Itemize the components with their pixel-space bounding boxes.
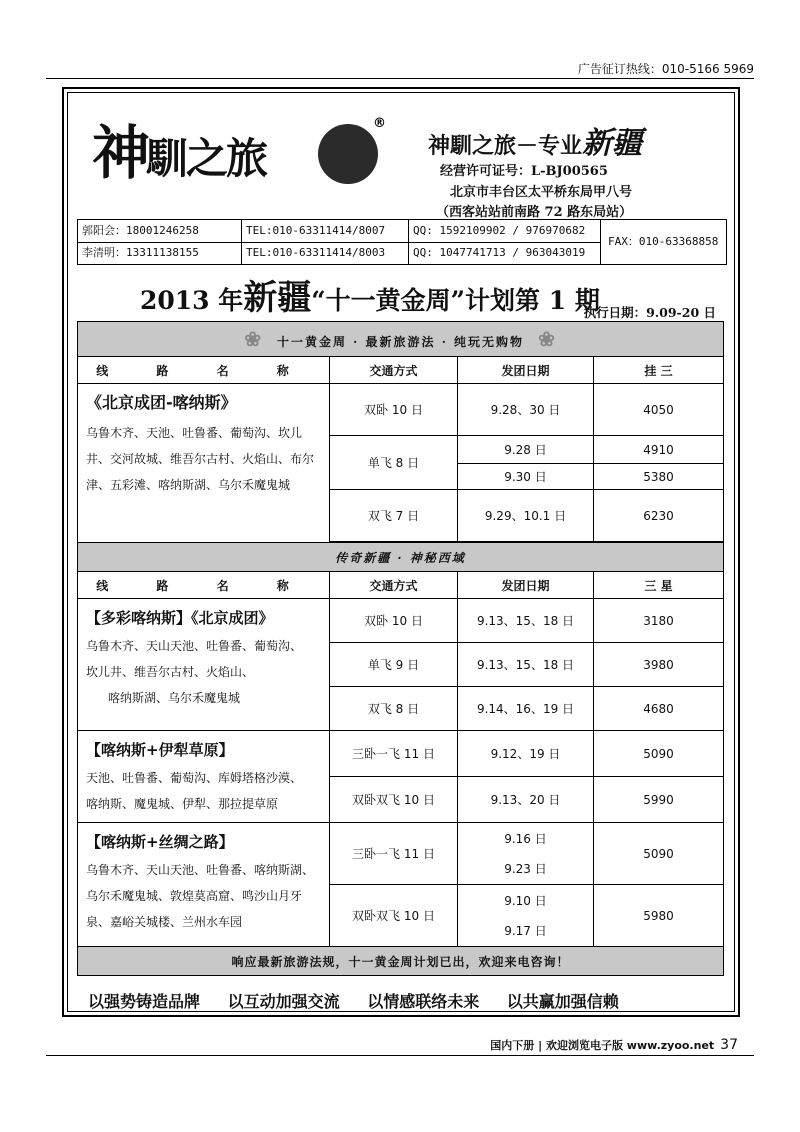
- route-description: 乌鲁木齐、天池、吐鲁番、葡萄沟、坎儿井、交河故城、维吾尔古村、火焰山、布尔津、五彩滩、喀纳斯湖、乌尔禾魔鬼城: [86, 426, 315, 492]
- headline-title: “十一黄金周”计划第 1 期: [311, 286, 600, 315]
- section1-band: [78, 322, 724, 357]
- contact-table: [77, 219, 727, 265]
- route-title: 【多彩喀纳斯】《北京成团》: [86, 609, 274, 627]
- transport-cell: 双卧双飞 10 日: [330, 885, 458, 947]
- headline: [140, 270, 600, 319]
- address-line-2: （西客站站前南路 72 路东局站）: [436, 205, 633, 220]
- transport-cell: 双飞 8 日: [330, 687, 458, 731]
- transport-cell: 双卧 10 日: [330, 599, 458, 643]
- col-header-price: 三 星: [594, 572, 724, 599]
- price-cell: 5380: [594, 464, 724, 490]
- col-header-price: 挂 三: [594, 357, 724, 384]
- headline-xinjiang: 新疆: [243, 278, 312, 318]
- price-cell: 5980: [594, 885, 724, 947]
- col-header-route: 线 路 名 称: [78, 572, 330, 599]
- logo-calligraphy: [92, 120, 266, 192]
- contact-qq-1: QQ: 1592109902 / 976970682: [413, 224, 586, 237]
- col-header-transport: 交通方式: [330, 357, 458, 384]
- address-line-1: 北京市丰台区太平桥东局甲八号: [450, 185, 633, 200]
- transport-cell: 双飞 7 日: [330, 490, 458, 542]
- registered-mark: ®: [373, 116, 386, 131]
- transport-cell: 单飞 8 日: [330, 436, 458, 490]
- header-rule: [46, 78, 754, 79]
- contact-fax: FAX：010-63368858: [608, 235, 719, 248]
- col-header-route: 线 路 名 称: [78, 357, 330, 384]
- brand-name: 新疆: [582, 126, 643, 161]
- transport-cell: 双卧双飞 10 日: [330, 777, 458, 823]
- flower-icon: ❀: [244, 327, 263, 351]
- slogan: 以互动加强交流: [227, 992, 340, 1011]
- col-header-date: 发团日期: [458, 357, 594, 384]
- contact-tel-1: TEL:010-63311414/8007: [246, 224, 386, 237]
- route-kanas-yili: [78, 731, 330, 823]
- transport-cell: 单飞 9 日: [330, 643, 458, 687]
- route-line: 天池、吐鲁番、葡萄沟、库姆塔格沙漠、: [86, 771, 303, 785]
- date-cell: 9.14、16、19 日: [458, 687, 594, 731]
- contact-tel-2: TEL:010-63311414/8003: [246, 246, 386, 259]
- logo-seal-icon: [318, 116, 386, 184]
- flower-icon: ❀: [538, 327, 557, 351]
- date-cell: 9.28、30 日: [458, 384, 594, 436]
- transport-cell: 双卧 10 日: [330, 384, 458, 436]
- tour-price-table: [77, 321, 724, 976]
- slogan: 以情感联络未来: [367, 992, 480, 1011]
- slogan: 以强势铸造品牌: [88, 992, 201, 1011]
- footer-band: 响应最新旅游法规，十一黄金周计划已出，欢迎来电咨询！: [78, 947, 724, 976]
- price-cell: 4910: [594, 436, 724, 464]
- date-cell: [458, 823, 594, 885]
- price-cell: 4680: [594, 687, 724, 731]
- price-cell: 3180: [594, 599, 724, 643]
- date-cell: 9.13、15、18 日: [458, 599, 594, 643]
- contact-name-2: 李清明：13311138155: [82, 246, 199, 259]
- route-line: 坎儿井、维吾尔古村、火焰山、: [86, 665, 255, 679]
- contact-divider: [600, 220, 601, 264]
- price-cell: 5090: [594, 731, 724, 777]
- date-cell: 9.13、15、18 日: [458, 643, 594, 687]
- slogan: 以共赢加强信赖: [506, 992, 619, 1011]
- contact-qq-2: QQ: 1047741713 / 963043019: [413, 246, 586, 259]
- execution-dates: 执行日期：9.09-20 日: [583, 305, 716, 320]
- route-line: 喀纳斯、魔鬼城、伊犁、那拉提草原: [86, 797, 279, 811]
- logo-char-shen: 神: [92, 119, 147, 187]
- brand-prefix: 神馴之旅－专业: [428, 133, 583, 159]
- date-value: 9.17 日: [504, 923, 547, 938]
- route-line: 乌尔禾魔鬼城、敦煌莫高窟、鸣沙山月牙: [86, 889, 303, 903]
- transport-cell: 三卧一飞 11 日: [330, 823, 458, 885]
- ad-hotline: 广告征订热线：010-5166 5969: [577, 62, 754, 76]
- date-cell: 9.12、19 日: [458, 731, 594, 777]
- footer-text: 国内下册 | 欢迎浏览电子版 www.zyoo.net: [490, 1039, 715, 1052]
- col-header-date: 发团日期: [458, 572, 594, 599]
- route-colorful-kanas: [78, 599, 330, 731]
- route-kanas-silk-road: [78, 823, 330, 947]
- headline-year: 2013 年: [140, 286, 244, 315]
- route-title: 《北京成团-喀纳斯》: [86, 393, 237, 412]
- route-beijing-kanas: [78, 384, 330, 543]
- date-cell: 9.13、20 日: [458, 777, 594, 823]
- brand-title: [428, 118, 642, 162]
- route-line: 乌鲁木齐、天山天池、吐鲁番、葡萄沟、: [86, 639, 303, 653]
- license-number: 经营许可证号：L-BJ00565: [440, 164, 608, 179]
- price-cell: 6230: [594, 490, 724, 542]
- route-title: 【喀纳斯+伊犁草原】: [86, 741, 234, 759]
- logo-rest: 馴之旅: [146, 134, 267, 183]
- contact-row-divider: [78, 242, 600, 243]
- price-cell: 5990: [594, 777, 724, 823]
- date-cell: 9.29、10.1 日: [458, 490, 594, 542]
- price-cell: 3980: [594, 643, 724, 687]
- date-value: 9.10 日: [504, 893, 547, 908]
- route-line: 乌鲁木齐、天山天池、吐鲁番、喀纳斯湖、: [86, 863, 315, 877]
- route-line: 泉、嘉峪关城楼、兰州水车园: [86, 915, 243, 929]
- page-number: 37: [720, 1037, 738, 1053]
- slogan-row: [88, 989, 641, 1012]
- page-footer: [490, 1037, 738, 1053]
- date-cell: 9.30 日: [458, 464, 594, 490]
- date-cell: 9.28 日: [458, 436, 594, 464]
- col-header-transport: 交通方式: [330, 572, 458, 599]
- contact-name-1: 郭阳会：18001246258: [82, 224, 199, 237]
- price-cell: 4050: [594, 384, 724, 436]
- transport-cell: 三卧一飞 11 日: [330, 731, 458, 777]
- date-value: 9.16 日: [504, 831, 547, 846]
- date-cell: [458, 885, 594, 947]
- route-title: 【喀纳斯+丝绸之路】: [86, 833, 234, 851]
- route-line: 喀纳斯湖、乌尔禾魔鬼城: [108, 691, 241, 705]
- footer-rule: [46, 1055, 754, 1056]
- price-cell: 5090: [594, 823, 724, 885]
- section2-band: 传奇新疆 · 神秘西域: [78, 543, 724, 572]
- section1-band-text: 十一黄金周 · 最新旅游法 · 纯玩无购物: [276, 335, 525, 349]
- date-value: 9.23 日: [504, 861, 547, 876]
